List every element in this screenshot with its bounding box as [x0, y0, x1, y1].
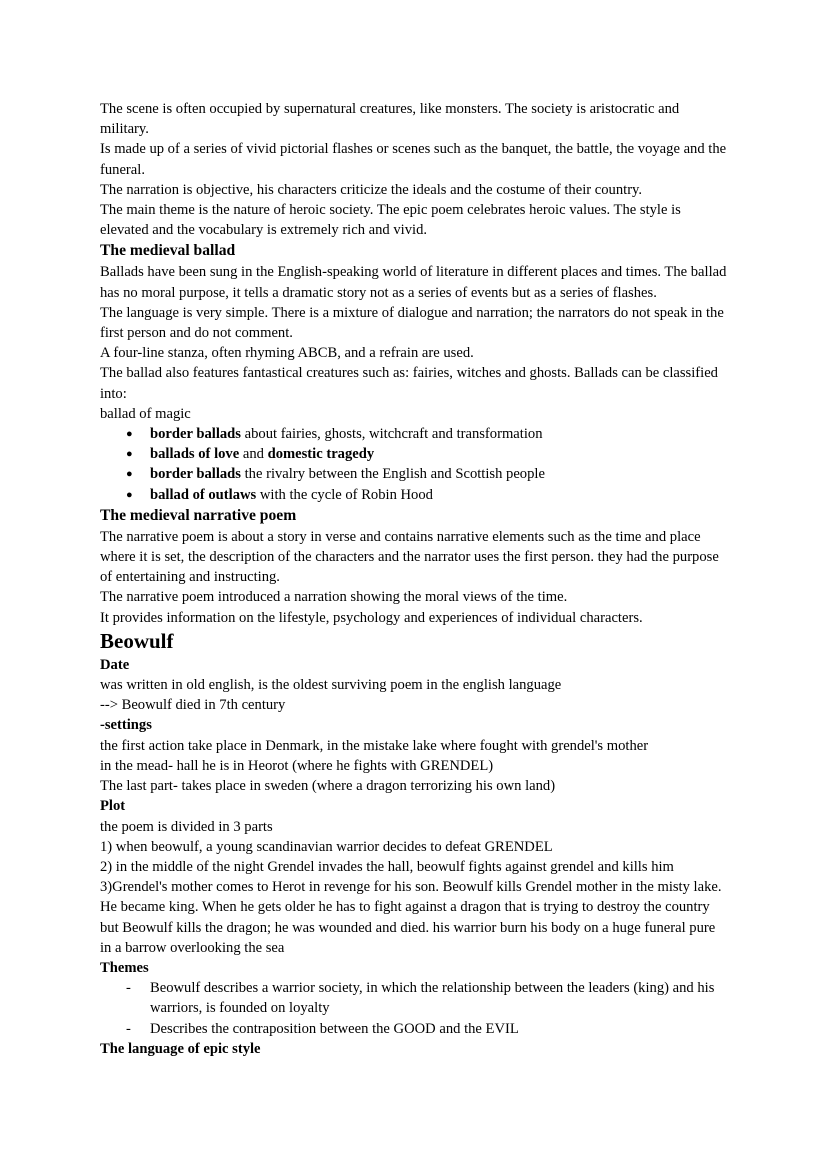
- narrative-heading: The medieval narrative poem: [100, 506, 297, 524]
- list-item-text: Beowulf describes a warrior society, in which the relationship between the leaders (king) and his warriors, is founded on loyalty: [150, 980, 715, 1017]
- beowulf-heading: Beowulf: [100, 628, 174, 653]
- ballad-paragraph-3: A four-line stanza, often rhyming ABCB, and a refrain are used.: [100, 345, 474, 362]
- narrative-paragraph-1: The narrative poem is about a story in verse and contains narrative elements such as the time and place where it is set, the description of the characters and the narrator uses the first person. they had the purpose of entertaining and instructing.: [100, 528, 719, 586]
- list-item: [100, 978, 730, 1018]
- settings-paragraph-1: the first action take place in Denmark, in the mistake lake where fought with grendel's mother: [100, 737, 649, 754]
- list-item-bold: domestic tragedy: [267, 446, 375, 463]
- settings-paragraph-2: in the mead- hall he is in Heorot (where he fights with GRENDEL): [100, 757, 494, 774]
- language-heading: The language of epic style: [100, 1040, 261, 1057]
- ballad-paragraph-4: The ballad also features fantastical creatures such as: fairies, witches and ghosts. Ballads can be classified into:: [100, 365, 718, 402]
- list-item-text: and: [239, 446, 268, 463]
- plot-paragraph-2: 1) when beowulf, a young scandinavian warrior decides to defeat GRENDEL: [100, 838, 553, 855]
- settings-heading: -settings: [100, 717, 152, 734]
- ballad-paragraph-1: Ballads have been sung in the English-speaking world of literature in different places and times. The ballad has no moral purpose, it tells a dramatic story not as a series of events but as a series of flashes.: [100, 264, 727, 301]
- bullet-icon: ●: [126, 448, 133, 461]
- document-page: [100, 99, 730, 1059]
- date-paragraph-1: was written in old english, is the oldest surviving poem in the english language: [100, 677, 562, 694]
- list-item: [100, 485, 730, 505]
- ballad-types-list: [100, 424, 730, 505]
- dash-icon: -: [126, 980, 131, 997]
- themes-heading: Themes: [100, 959, 149, 976]
- bullet-icon: ●: [126, 428, 133, 441]
- list-item: [100, 464, 730, 484]
- date-paragraph-2: --> Beowulf died in 7th century: [100, 697, 286, 714]
- intro-paragraph-2: Is made up of a series of vivid pictorial flashes or scenes such as the banquet, the battle, the voyage and the funeral.: [100, 141, 727, 178]
- list-item: [100, 424, 730, 444]
- plot-paragraph-3: 2) in the middle of the night Grendel invades the hall, beowulf fights against grendel and kills him: [100, 858, 674, 875]
- list-item-bold: ballad of outlaws: [150, 486, 257, 503]
- list-item-bold: border ballads: [150, 466, 241, 483]
- list-item-bold: ballads of love: [150, 446, 240, 463]
- plot-paragraph-1: the poem is divided in 3 parts: [100, 818, 273, 835]
- list-item: [100, 1019, 730, 1039]
- list-item: [100, 444, 730, 464]
- list-item-text: the rivalry between the English and Scottish people: [240, 466, 545, 483]
- list-item-text: about fairies, ghosts, witchcraft and transformation: [240, 426, 543, 443]
- plot-paragraph-4: 3)Grendel's mother comes to Herot in revenge for his son. Beowulf kills Grendel mother in the misty lake. He became king. When he gets older he has to fight against a dragon that is trying to destroy the country but Beowulf kills the dragon; he was wounded and died. his warrior burn his body on a huge funeral pure in a barrow overlooking the sea: [100, 879, 722, 956]
- list-item-text: Describes the contraposition between the GOOD and the EVIL: [150, 1020, 519, 1037]
- ballad-paragraph-5: ballad of magic: [100, 405, 191, 422]
- settings-paragraph-3: The last part- takes place in sweden (where a dragon terrorizing his own land): [100, 778, 556, 795]
- bullet-icon: ●: [126, 468, 133, 481]
- themes-list: [100, 978, 730, 1039]
- dash-icon: -: [126, 1020, 131, 1037]
- list-item-bold: border ballads: [150, 426, 241, 443]
- date-heading: Date: [100, 656, 130, 673]
- intro-paragraph-4: The main theme is the nature of heroic society. The epic poem celebrates heroic values. The style is elevated and the vocabulary is extremely rich and vivid.: [100, 202, 681, 239]
- narrative-paragraph-3: It provides information on the lifestyle, psychology and experiences of individual characters.: [100, 609, 643, 626]
- ballad-paragraph-2: The language is very simple. There is a mixture of dialogue and narration; the narrators do not speak in the first person and do not comment.: [100, 304, 724, 342]
- list-item-text: with the cycle of Robin Hood: [256, 486, 433, 503]
- plot-heading: Plot: [100, 798, 126, 815]
- narrative-paragraph-2: The narrative poem introduced a narration showing the moral views of the time.: [100, 589, 568, 606]
- intro-paragraph-3: The narration is objective, his characters criticize the ideals and the costume of their country.: [100, 181, 643, 198]
- bullet-icon: ●: [126, 488, 133, 501]
- ballad-heading: The medieval ballad: [100, 242, 236, 260]
- intro-paragraph-1: The scene is often occupied by supernatural creatures, like monsters. The society is aristocratic and military.: [100, 101, 680, 138]
